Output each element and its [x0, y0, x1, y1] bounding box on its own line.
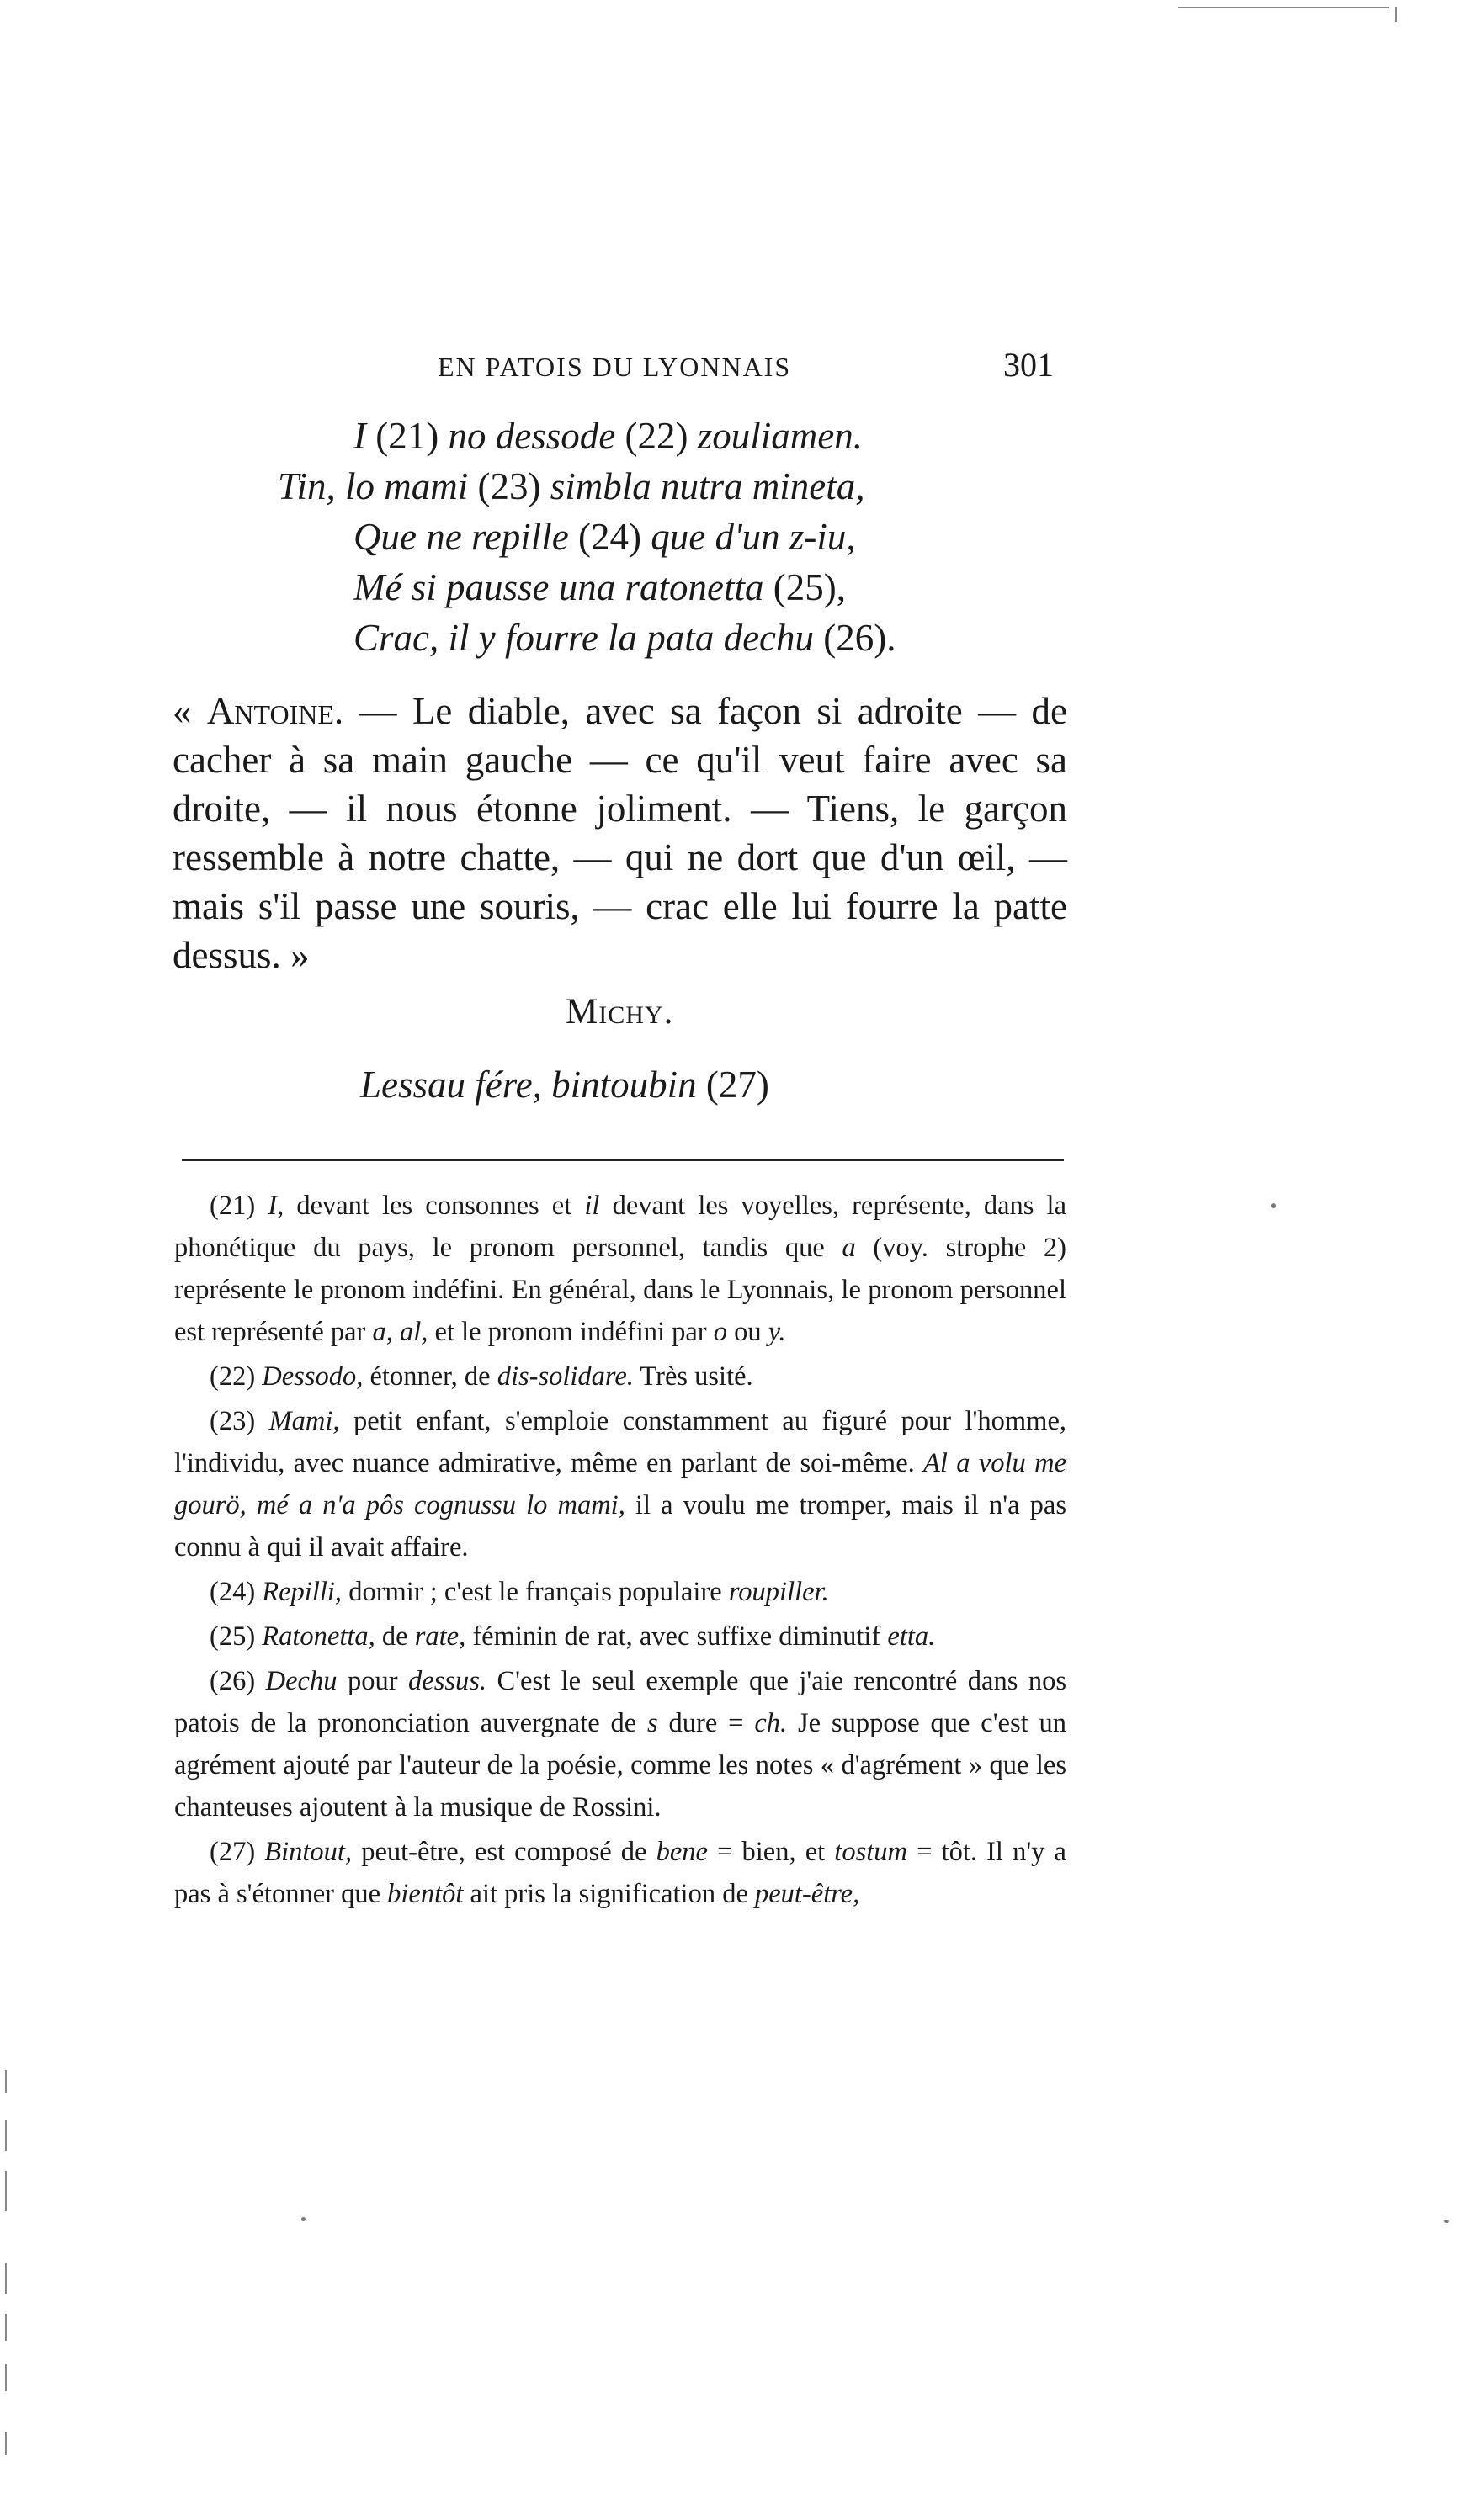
running-head: EN PATOIS DU LYONNAIS	[438, 352, 792, 382]
scan-speck	[301, 2217, 306, 2221]
scan-artifact-line	[1178, 7, 1389, 8]
scan-speck	[1271, 1203, 1276, 1208]
footnote-separator	[182, 1159, 1064, 1161]
verse-line: Mé si pausse una ratonetta (25),	[353, 566, 846, 608]
scan-artifact-line	[1395, 7, 1397, 22]
poem-subtitle: Lessau fére, bintoubin (27)	[360, 1064, 769, 1106]
section-title: Michy.	[566, 992, 674, 1032]
footnote-23: (23) Mami, petit enfant, s'emploie constamment au figuré pour l'homme, l'individu, avec nuance admirative, même en parlant de soi-même. Al a volu me gourö, mé a n'a pôs cognussu lo mami, il a voulu me tromper, mais il n'a pas connu à qui il avait affaire.	[174, 1406, 1066, 1562]
scan-artifact-line	[5, 2120, 7, 2151]
verse-line: I (21) no dessode (22) zouliamen.	[353, 415, 863, 457]
prose-paragraph: « Antoine. — Le diable, avec sa façon si adroite — de cacher à sa main gauche — ce qu'il veut faire avec sa droite, — il nous étonne joliment. — Tiens, le garçon ressemble à notre chatte, — qui ne dort que d'un œil, — mais s'il passe une souris, — crac elle lui fourre la patte dessus. »	[173, 690, 1067, 976]
scan-artifact-line	[5, 2314, 7, 2341]
scan-speck	[1444, 2220, 1449, 2223]
scan-artifact-line	[5, 2171, 7, 2211]
speaker-name: Antoine	[206, 690, 334, 732]
footnote-26: (26) Dechu pour dessus. C'est le seul exemple que j'aie rencontré dans nos patois de la prononciation auvergnate de s dure = ch. Je suppose que c'est un agrément ajouté par l'auteur de la poésie, comme les notes « d'agrément » que les chanteuses ajoutent à la musique de Rossini.	[174, 1666, 1067, 1822]
footnote-24: (24) Repilli, dormir ; c'est le français populaire roupiller.	[210, 1577, 829, 1607]
footnotes	[174, 1185, 1066, 1918]
verse-line: Crac, il y fourre la pata dechu (26).	[353, 617, 896, 659]
scan-artifact-line	[5, 2432, 7, 2455]
verse-line: Tin, lo mami (23) simbla nutra mineta,	[278, 465, 865, 507]
page-number: 301	[1003, 346, 1054, 384]
scan-artifact-line	[5, 2364, 7, 2391]
scan-artifact-line	[5, 2070, 7, 2093]
footnote-25: (25) Ratonetta, de rate, féminin de rat, avec suffixe diminutif etta.	[210, 1621, 936, 1652]
footnote-21: (21) I, devant les consonnes et il devant les voyelles, représente, dans la phonétique du pays, le pronom personnel, tandis que a (voy. strophe 2) représente le pronom indéfini. En général, dans le Lyonnais, le pronom personnel est représenté par a, al, et le pronom indéfini par o ou y.	[174, 1191, 1066, 1347]
footnote-27: (27) Bintout, peut-être, est composé de bene = bien, et tostum = tôt. Il n'y a pas à s'étonner que bientôt ait pris la signification de peut-être,	[174, 1837, 1066, 1909]
footnote-22: (22) Dessodo, étonner, de dis-solidare. Très usité.	[210, 1361, 753, 1392]
verse-line: Que ne repille (24) que d'un z-iu,	[353, 516, 856, 558]
scan-artifact-line	[5, 2263, 7, 2294]
